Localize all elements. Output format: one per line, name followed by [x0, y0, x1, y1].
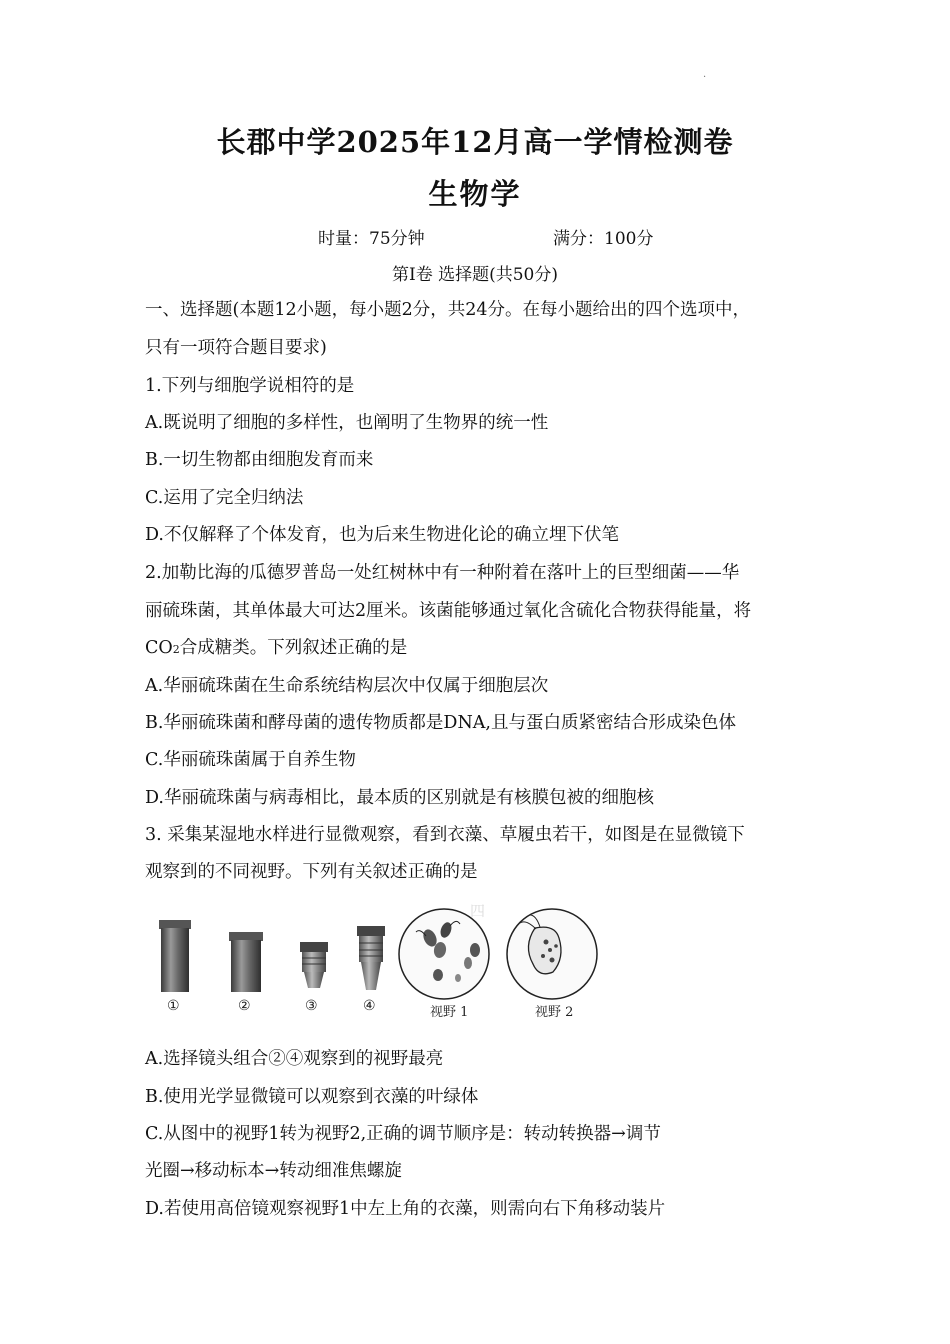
section-instruction-line2: 只有一项符合题目要求)	[145, 338, 327, 358]
q3-stem-line2: 观察到的不同视野。下列有关叙述正确的是	[145, 862, 478, 882]
lens-label-2: ②	[238, 998, 251, 1014]
q3-option-c-line2: 光圈→移动标本→转动细准焦螺旋	[145, 1161, 402, 1181]
exam-time: 时量：75分钟	[318, 229, 425, 249]
microscope-figure	[150, 898, 620, 1022]
q2-stem-line2: 丽硫珠菌，其单体最大可达2厘米。该菌能够通过氧化含硫化合物获得能量，将	[145, 601, 752, 621]
q1-option-c: C.运用了完全归纳法	[145, 488, 304, 508]
q3-stem-line1: 3. 采集某湿地水样进行显微观察，看到衣藻、草履虫若干，如图是在显微镜下	[145, 825, 745, 845]
q2-option-b: B.华丽硫珠菌和酵母菌的遗传物质都是DNA,且与蛋白质紧密结合形成染色体	[145, 713, 736, 733]
exam-subject: 生物学	[428, 177, 522, 211]
field-of-view-1	[399, 909, 489, 999]
section-instruction-line1: 一、选择题(本题12小题，每小题2分，共24分。在每小题给出的四个选项中，	[145, 300, 750, 320]
figure-bleed-text: 四	[470, 902, 486, 920]
q3-option-a: A.选择镜头组合②④观察到的视野最亮	[145, 1049, 444, 1069]
q3-option-b: B.使用光学显微镜可以观察到衣藻的叶绿体	[145, 1087, 479, 1107]
eyepiece-lens-2	[229, 932, 263, 992]
lens-label-1: ①	[167, 998, 180, 1014]
q1-option-d: D.不仅解释了个体发育，也为后来生物进化论的确立埋下伏笔	[145, 525, 619, 545]
q2-co-subscript: 2	[172, 643, 180, 656]
q1-stem: 1.下列与细胞学说相符的是	[145, 376, 355, 396]
view2-label: 视野 2	[535, 1005, 574, 1020]
lens-label-4: ④	[363, 998, 376, 1014]
q3-option-c-line1: C.从图中的视野1转为视野2,正确的调节顺序是：转动转换器→调节	[145, 1124, 661, 1144]
view1-label: 视野 1	[430, 1005, 469, 1020]
q3-option-d: D.若使用高倍镜观察视野1中左上角的衣藻，则需向右下角移动装片	[145, 1199, 666, 1219]
q2-stem-line1: 2.加勒比海的瓜德罗普岛一处红树林中有一种附着在落叶上的巨型细菌——华	[145, 563, 740, 583]
objective-lens-3	[300, 942, 328, 988]
q1-option-a: A.既说明了细胞的多样性，也阐明了生物界的统一性	[145, 413, 549, 433]
exam-title: 长郡中学2025年12月高一学情检测卷	[216, 125, 734, 159]
q2-option-a: A.华丽硫珠菌在生命系统结构层次中仅属于细胞层次	[145, 676, 549, 696]
lens-label-3: ③	[305, 998, 318, 1014]
exam-score: 满分：100分	[553, 229, 654, 249]
field-of-view-2	[507, 909, 597, 999]
q2-co-text: CO	[145, 638, 173, 658]
q1-option-b: B.一切生物都由细胞发育而来	[145, 450, 374, 470]
q2-option-d: D.华丽硫珠菌与病毒相比，最本质的区别就是有核膜包被的细胞核	[145, 788, 654, 808]
objective-lens-4	[357, 926, 385, 990]
q2-stem-line3	[145, 634, 815, 659]
page-dot: ·	[703, 72, 707, 83]
eyepiece-lens-1	[159, 920, 191, 992]
part-heading: 第Ⅰ卷 选择题(共50分)	[391, 265, 558, 285]
q2-stem-line3-rest: 合成糖类。下列叙述正确的是	[179, 638, 408, 658]
q2-option-c: C.华丽硫珠菌属于自养生物	[145, 750, 356, 770]
